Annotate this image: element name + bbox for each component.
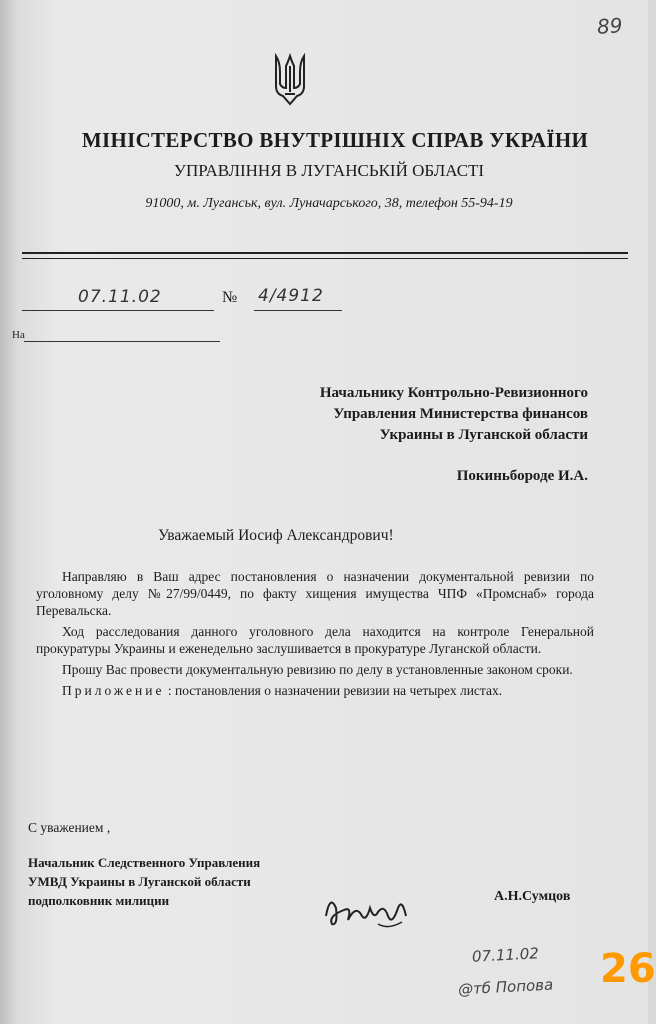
closing-respect: С уважением , — [28, 820, 111, 835]
number-underline — [254, 310, 342, 311]
body-paragraph-1: Направляю в Ваш адрес постановления о назначении документальной ревизии по уголовному делу №27/99/0449, по факту хищения имущества ЧПФ «Промснаб» города Перевальска. — [36, 569, 594, 618]
reply-to-underline — [24, 341, 220, 342]
attachment-text: : постановления о назначении ревизии на четырех листах. — [167, 683, 503, 698]
letterhead-address: 91000, м. Луганськ, вул. Луначарського, 38, телефон 55-94-19 — [145, 196, 513, 211]
recipient-name: Покиньбороде И.А. — [456, 468, 588, 484]
signatory-title-1: Начальник Следственного Управления — [28, 855, 261, 870]
handwritten-page-number: 89 — [595, 13, 623, 39]
recipient-line-1: Начальнику Контрольно-Ревизионного — [319, 385, 588, 401]
recipient-line-3: Украины в Луганской области — [379, 427, 588, 443]
body-paragraph-3: Прошу Вас провести документальную ревизию по делу в установленные законом сроки. — [62, 662, 573, 677]
page-number-badge: 26 — [600, 946, 656, 992]
body-paragraph-2: Ход расследования данного уголовного дела находится на контроле Генеральной прокуратуры Украины и еженедельно заслушивается в прокуратуре Луганской области. — [36, 624, 594, 656]
header-rule-thick — [22, 252, 628, 254]
letter-body — [36, 568, 594, 703]
date-underline — [22, 310, 214, 311]
handwritten-reg-number: 4/4912 — [258, 286, 324, 306]
signatory-title-block — [28, 853, 260, 910]
department-name: УПРАВЛІННЯ В ЛУГАНСЬКІЙ ОБЛАСТІ — [173, 161, 485, 180]
signer-name: А.Н.Сумцов — [494, 889, 571, 904]
trident-emblem-icon — [273, 52, 307, 106]
handwritten-date: 07.11.02 — [78, 287, 162, 307]
recipient-line-2: Управления Министерства финансов — [333, 406, 588, 422]
number-sign: № — [222, 289, 238, 306]
reply-to-label: На — [12, 329, 25, 341]
handwritten-bottom-date: 07.11.02 — [471, 944, 540, 966]
handwritten-signature — [318, 886, 418, 936]
ministry-name: МІНІСТЕРСТВО ВНУТРІШНІХ СПРАВ УКРАЇНИ — [81, 128, 589, 152]
body-paragraph-4 — [36, 682, 594, 699]
attachment-label: Приложение — [62, 683, 165, 698]
salutation: Уважаемый Иосиф Александрович! — [158, 527, 394, 544]
signatory-title-3: подполковник милиции — [28, 893, 170, 908]
header-rule-thin — [22, 258, 628, 259]
handwritten-bottom-note: @тб Попова — [457, 975, 554, 999]
signatory-title-2: УМВД Украины в Луганской области — [28, 874, 251, 889]
